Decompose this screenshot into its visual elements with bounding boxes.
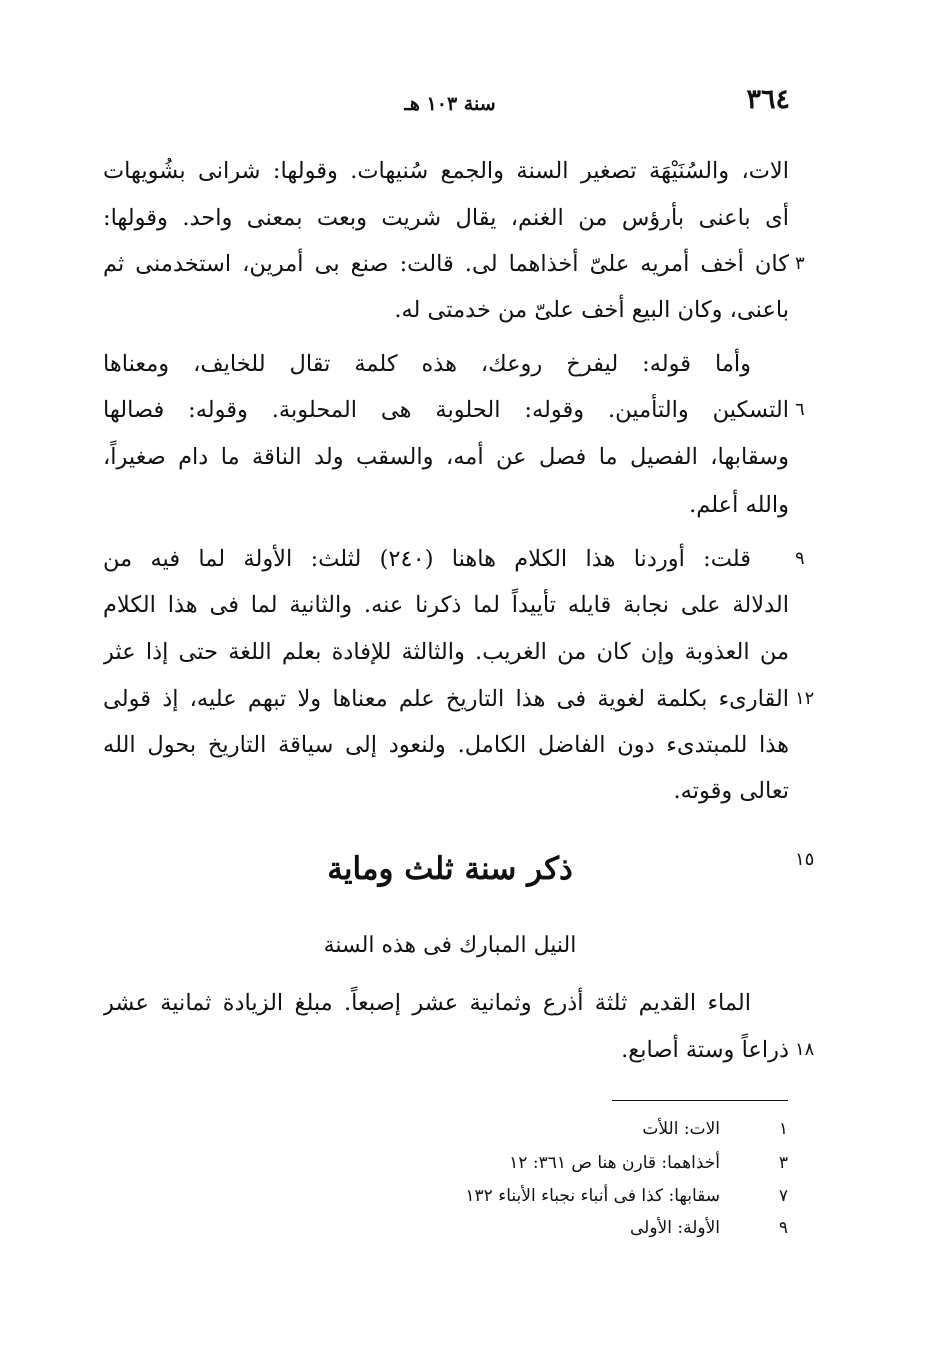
footnote-text-1: الات: اللأت bbox=[642, 1119, 720, 1139]
section-heading: ذكر سنة ثلث وماية bbox=[327, 851, 573, 887]
section-line-2: ذراعاً وستة أصابع. bbox=[621, 1037, 789, 1063]
body-line-9: قلت: أوردنا هذا الكلام هاهنا (٢٤٠) لثلث: الأولة لما فيه من bbox=[103, 546, 751, 572]
body-line-12: القارىء بكلمة لغوية فى هذا التاريخ علم معناها ولا تبهم عليه، إذ قولى bbox=[103, 686, 789, 712]
line-number-12: ١٢ bbox=[795, 688, 815, 709]
body-line-4: باعنى، وكان البيع أخف علىّ من خدمتى له. bbox=[394, 297, 789, 323]
body-line-1: الات، والسُنَيْهَة تصغير السنة والجمع سُنيهات. وقولها: شرانى بشُويهات bbox=[103, 158, 789, 184]
body-line-6: التسكين والتأمين. وقوله: الحلوبة هى المحلوبة. وقوله: فصالها bbox=[103, 397, 789, 423]
footnote-text-2: أخذاهما: قارن هنا ص ٣٦١: ١٢ bbox=[509, 1153, 720, 1173]
footnote-text-3: سقابها: كذا فى أنباء نجباء الأبناء ١٣٢ bbox=[465, 1186, 720, 1206]
body-line-3: كان أخف أمريه علىّ أخذاهما لى. قالت: صنع بى أمرين، استخدمنى ثم bbox=[103, 251, 789, 277]
body-line-11: من العذوبة وإن كان من الغريب. والثالثة للإفادة بعلم اللغة حتى إذا عثر bbox=[103, 639, 789, 665]
section-subheading: النيل المبارك فى هذه السنة bbox=[323, 933, 577, 958]
footnote-number-4: ٩ bbox=[778, 1218, 788, 1238]
body-line-13: هذا للمبتدىء دون الفاضل الكامل. ولنعود إلى سياقة التاريخ بحول الله bbox=[103, 732, 789, 758]
body-line-10: الدلالة على نجابة قايله تأييداً لما ذكرنا عنه. والثانية لما فى هذا الكلام bbox=[103, 592, 789, 618]
footnote-divider bbox=[612, 1100, 788, 1101]
section-line-1: الماء القديم ثلثة أذرع وثمانية عشر إصبعاً. مبلغ الزيادة ثمانية عشر bbox=[103, 990, 751, 1016]
body-line-8: والله أعلم. bbox=[689, 492, 789, 518]
running-title: سنة ١٠٣ هـ bbox=[404, 93, 496, 115]
footnote-text-4: الأولة: الأولى bbox=[629, 1218, 720, 1238]
body-line-2: أى باعنى بأرؤس من الغنم، يقال شريت وبعت بمعنى واحد. وقولها: bbox=[103, 205, 789, 231]
body-line-5: وأما قوله: ليفرخ روعك، هذه كلمة تقال للخايف، ومعناها bbox=[103, 351, 751, 377]
line-number-9: ٩ bbox=[795, 548, 805, 569]
line-number-3: ٣ bbox=[795, 253, 805, 274]
line-number-18: ١٨ bbox=[795, 1039, 815, 1060]
footnote-number-2: ٣ bbox=[778, 1153, 788, 1173]
page-number: ٣٦٤ bbox=[746, 84, 790, 115]
line-number-6: ٦ bbox=[795, 399, 805, 420]
footnote-number-3: ٧ bbox=[778, 1186, 788, 1206]
body-line-7: وسقابها، الفصيل ما فصل عن أمه، والسقب ولد الناقة ما دام صغيراً، bbox=[103, 444, 789, 470]
body-line-14: تعالى وقوته. bbox=[673, 778, 789, 804]
footnote-number-1: ١ bbox=[778, 1119, 788, 1139]
line-number-15: ١٥ bbox=[795, 849, 815, 870]
